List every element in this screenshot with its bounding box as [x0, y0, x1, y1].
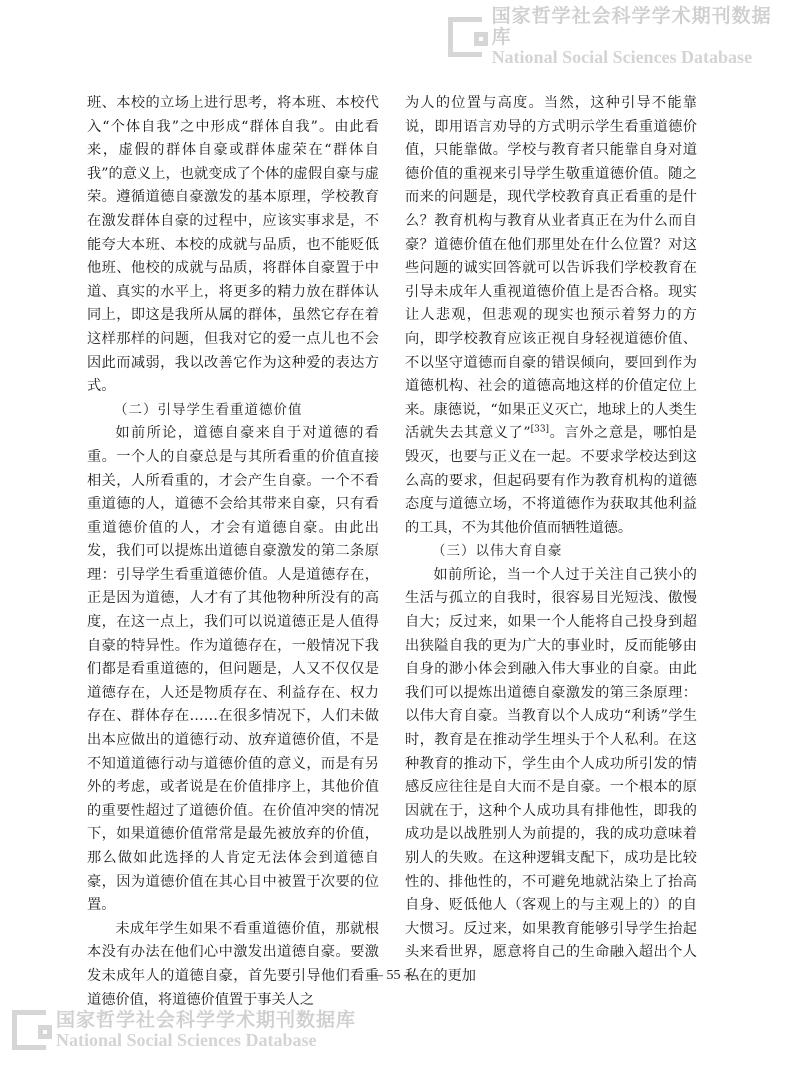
citation: [33] [530, 424, 550, 435]
paragraph: 如前所论，道德自豪来自于对道德的看重。一个人的自豪总是与其所看重的价值直接相关，人所看重的，才会产生自豪。一个不看重道德的人，道德不会给其带来自豪，只有看重道德价值的人，才会有道德自豪。由此出发，我们可以提炼出道德自豪激发的第二条原理：引导学生看重道德价值。人是道德存在，正是因为道德，人才有了其他物种所没有的高度，在这一点上，我们可以说道德正是人值得自豪的特异性。作为道德存在，一般情况下我们都是看重道德的，但问题是，人又不仅仅是道德存在，人还是物质存在、利益存在、权力存在、群体存在……在很多情况下，人们未做出本应做出的道德行动、放弃道德价值，不是不知道道德行动与道德价值的意义，而是有另外的考虑，或者说是在价值排序上，其他价值的重要性超过了道德价值。在价值冲突的情况下，如果道德价值常常是最先被放弃的价值，那么做如此选择的人肯定无法体会到道德自豪，因为道德价值在其心目中被置于次要的位置。 [87, 425, 379, 914]
watermark-cn: 国家哲学社会科学学术期刊数据库 [56, 1009, 357, 1031]
paragraph: 未成年学生如果不看重道德价值，那就根本没有办法在他们心中激发出道德自豪。要激发未成年人的道德自豪，首先要引导他们看重道德价值，将道德价值置于事关人之 [87, 920, 379, 1008]
right-column [405, 92, 697, 989]
database-logo-icon [12, 1010, 46, 1050]
database-logo-icon [448, 17, 482, 57]
paragraph: 班、本校的立场上进行思考，将本班、本校代入“个体自我”之中形成“群体自我”。由此看来，虚假的群体自豪或群体虚荣在“群体自我”的意义上，也就变成了个体的虚假自豪与虚荣。遵循道德自豪激发的基本原理，学校教育在激发群体自豪的过程中，应该实事求是，不能夸大本班、本校的成就与品质，也不能贬低他班、他校的成就与品质，将群体自豪置于中道、真实的水平上，将更多的精力放在群体认同上，即这是我所从属的群体，虽然它存在着这样那样的问题，但我对它的爱一点儿也不会因此而减弱，我以改善它作为这种爱的表达方式。 [87, 95, 379, 395]
watermark-cn: 国家哲学社会科学学术期刊数据库 [491, 5, 772, 48]
section-heading: （二）引导学生看重道德价值 [114, 401, 303, 418]
paragraph: 如前所论，当一个人过于关注自己狭小的生活与孤立的自我时，很容易目光短浅、傲慢自大；反过来，如果一个人能将自己投身到超出狭隘自我的更为广大的事业时，反而能够由自身的渺小体会到融入伟大事业的自豪。由此我们可以提炼出道德自豪激发的第三条原理：以伟大育自豪。当教育以个人成功“利诱”学生时，教育是在推动学生埋头于个人私利。在这种教育的推动下，学生由个人成功所引发的情感反应往往是自大而不是自豪。一个根本的原因就在于，这种个人成功具有排他性，即我的成功是以战胜别人为前提的，我的成功意味着别人的失败。在这种逻辑支配下，成功是比较性的、排他性的，不可避免地就沾染上了抬高自身、贬低他人（客观上的与主观上的）的自大惯习。反过来，如果教育能够引导学生抬起头来看世界，愿意将自己的生命融入超出个人私在的更加 [405, 566, 697, 984]
paragraph-text: 为人的位置与高度。当然，这种引导不能靠说，即用语言劝导的方式明示学生看重道德价值，只能靠做。学校与教育者只能靠自身对道德价值的重视来引导学生敬重道德价值。随之而来的问题是，现代学校教育真正看重的是什么？教育机构与教育从业者真正在为什么而自豪？道德价值在他们那里处在什么位置？对这些问题的诚实回答就可以告诉我们学校教育在引导未成年人重视道德价值上是否合格。现实让人悲观，但悲观的现实也预示着努力的方向，即学校教育应该正视自身轻视道德价值、不以坚守道德而自豪的错误倾向，要回到作为道德机构、社会的道德高地这样的价值定位上来。康德说，“如果正义灭亡，地球上的人类生活就失去其意义了” [405, 95, 697, 442]
page-number: — 55 — [369, 968, 418, 983]
paragraph [405, 92, 697, 540]
paragraph-text: 。言外之意是，哪怕是毁灭，也要与正义在一起。不要求学校达到这么高的要求，但起码要有作为教育机构的道德态度与道德立场，不将道德作为获取其他利益的工具，不为其他价值而牺牲道德。 [405, 425, 697, 536]
section-heading: （三）以伟大育自豪 [432, 543, 563, 560]
watermark-en: National Social Sciences Database [56, 1029, 317, 1050]
watermark-top [448, 6, 787, 68]
watermark-text [492, 6, 787, 68]
watermark-en: National Social Sciences Database [491, 46, 753, 67]
left-column [87, 92, 379, 1012]
watermark-bottom [12, 1010, 356, 1051]
watermark-text [56, 1010, 356, 1051]
